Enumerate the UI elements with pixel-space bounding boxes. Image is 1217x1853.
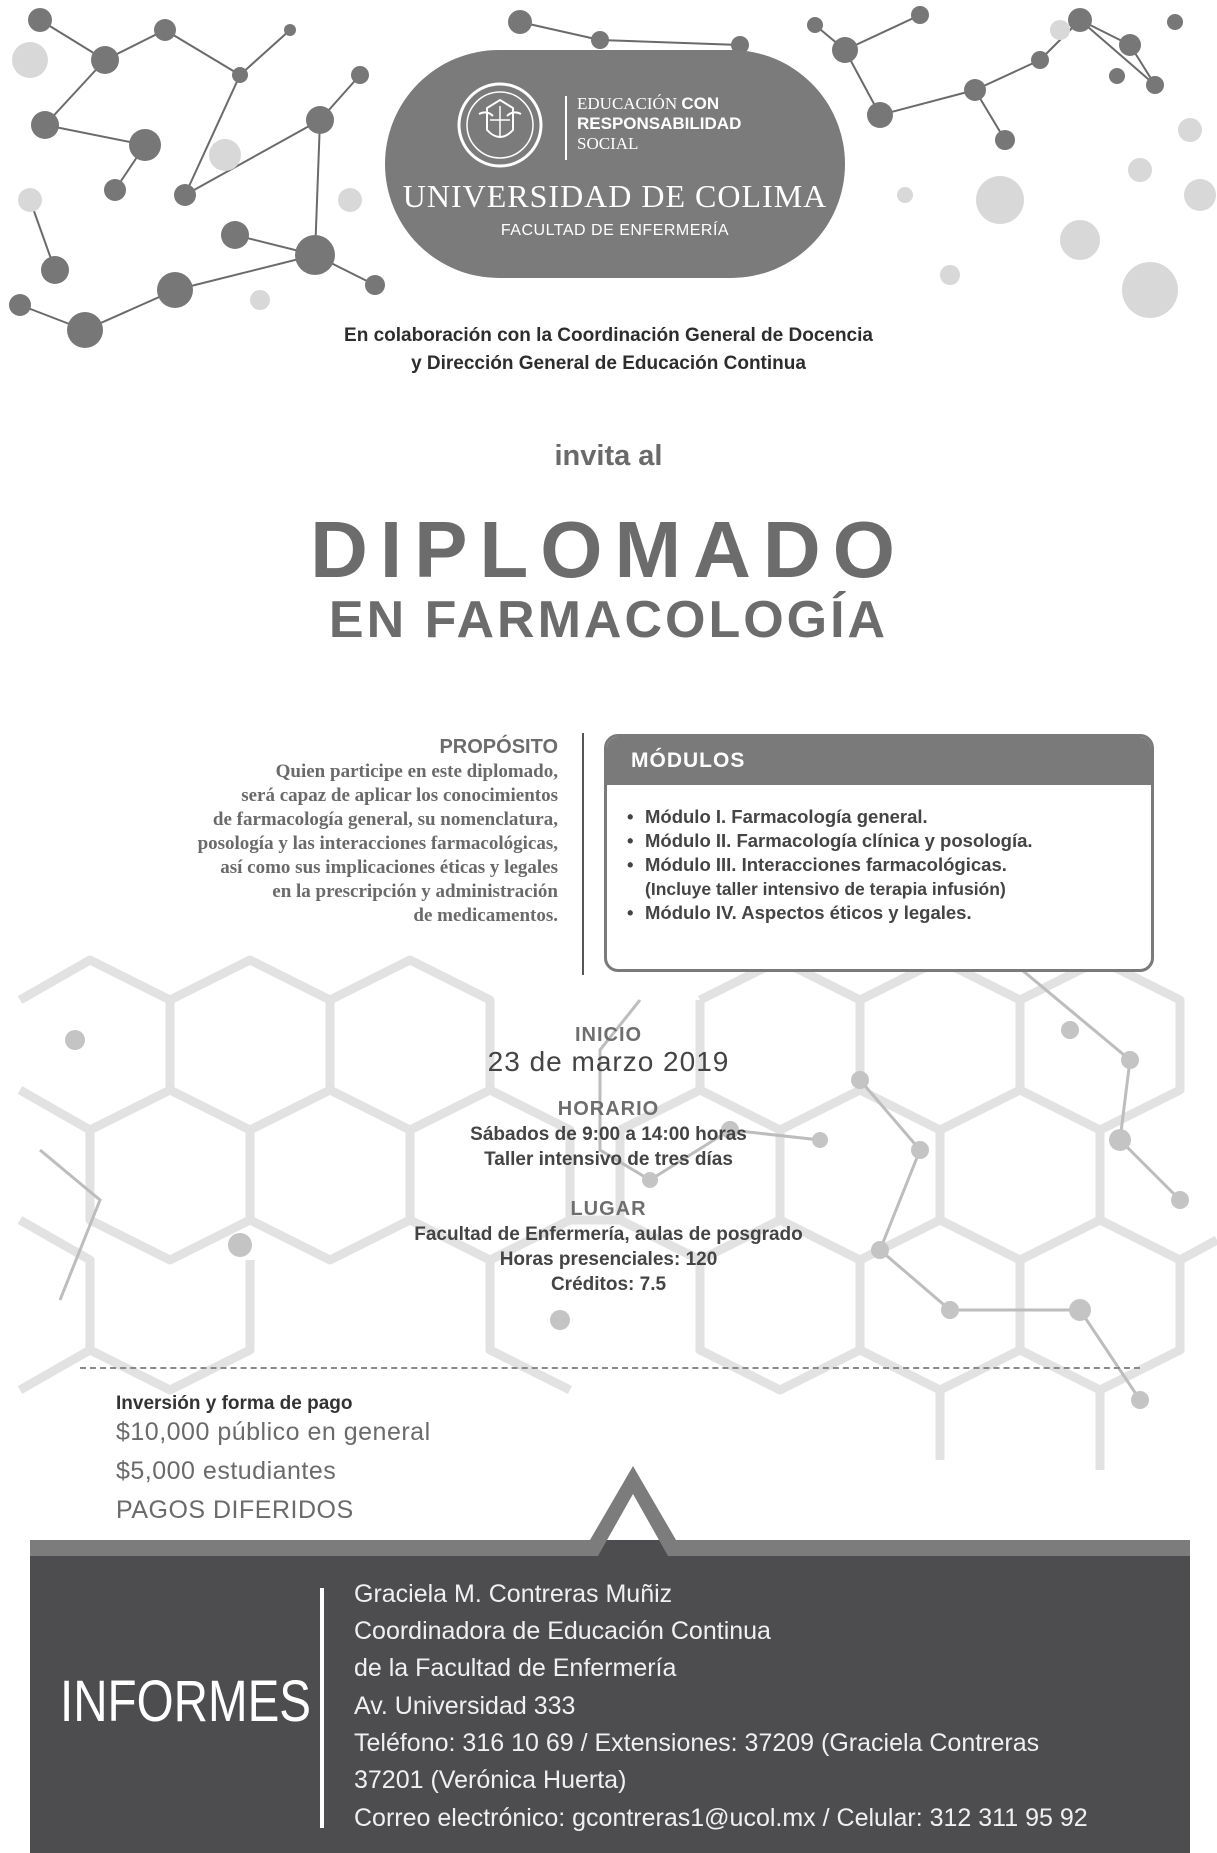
contact-address: Av. Universidad 333 [354, 1692, 576, 1720]
informes-label: INFORMES [60, 1669, 312, 1734]
purpose-line: de medicamentos. [413, 905, 558, 926]
modules-heading: MÓDULOS [607, 737, 1151, 785]
purpose-heading: PROPÓSITO [439, 736, 558, 758]
contact-role1: Coordinadora de Educación Continua [354, 1617, 771, 1645]
purpose-line: de farmacología general, su nomenclatura, [212, 809, 558, 830]
purpose-line: así como sus implicaciones éticas y legales [220, 857, 558, 878]
bullet-icon: • [627, 902, 634, 923]
price-students: $5,000 estudiantes [116, 1457, 337, 1485]
contact-email: Correo electrónico: gcontreras1@ucol.mx / Celular: 312 311 95 92 [354, 1804, 1088, 1832]
price-public: $10,000 público en general [116, 1418, 431, 1446]
title-farmacologia: EN FARMACOLOGÍA [328, 591, 889, 649]
deferred-payments: PAGOS DIFERIDOS [116, 1496, 354, 1524]
contact-phone2: 37201 (Verónica Huerta) [354, 1766, 627, 1794]
university-name: UNIVERSIDAD DE COLIMA [402, 178, 828, 214]
place-line1: Facultad de Enfermería, aulas de posgrado [414, 1224, 803, 1245]
title-diplomado: DIPLOMADO [310, 505, 907, 594]
module-label: Módulo III. Interacciones farmacológicas. [645, 854, 1007, 875]
slogan-con: CON [681, 94, 720, 113]
place-line3: Créditos: 7.5 [550, 1274, 667, 1295]
invite-text: invita al [554, 440, 663, 472]
purpose-line: será capaz de aplicar los conocimientos [241, 785, 558, 806]
slogan-line3: SOCIAL [577, 134, 639, 153]
module-label: Módulo IV. Aspectos éticos y legales. [645, 902, 972, 923]
module-label: Módulo I. Farmacología general. [645, 806, 928, 827]
place-line2: Horas presenciales: 120 [499, 1249, 718, 1270]
bullet-icon: • [627, 830, 634, 851]
hours-label: HORARIO [557, 1098, 660, 1120]
faculty-name: FACULTAD DE ENFERMERÍA [500, 222, 730, 239]
bullet-icon: • [627, 854, 634, 875]
hours-line2: Taller intensivo de tres días [484, 1149, 733, 1170]
collaboration-line1: En colaboración con la Coordinación General de Docencia [344, 325, 873, 346]
purpose-line: Quien participe en este diplomado, [275, 761, 558, 782]
bullet-icon: • [627, 806, 634, 827]
footer-divider [320, 1588, 324, 1828]
contact-role2: de la Facultad de Enfermería [354, 1654, 677, 1682]
purpose-line: en la prescripción y administración [272, 881, 558, 902]
start-date: 23 de marzo 2019 [487, 1046, 730, 1077]
module-label: Módulo II. Farmacología clínica y posología. [645, 830, 1033, 851]
slogan-line2: RESPONSABILIDAD [577, 114, 742, 133]
purpose-line: posología y las interacciones farmacológicas, [197, 833, 558, 854]
start-label: INICIO [574, 1024, 643, 1046]
investment-heading: Inversión y forma de pago [116, 1393, 353, 1414]
contact-phone1: Teléfono: 316 10 69 / Extensiones: 37209 (Graciela Contreras [354, 1729, 1040, 1757]
place-label: LUGAR [570, 1198, 647, 1220]
slogan-line1: EDUCACIÓN [577, 94, 678, 113]
collaboration-line2: y Dirección General de Educación Continua [411, 353, 806, 374]
hours-line1: Sábados de 9:00 a 14:00 horas [470, 1124, 747, 1145]
contact-name: Graciela M. Contreras Muñiz [354, 1580, 673, 1608]
module-note: (Incluye taller intensivo de terapia infusión) [645, 879, 1006, 899]
